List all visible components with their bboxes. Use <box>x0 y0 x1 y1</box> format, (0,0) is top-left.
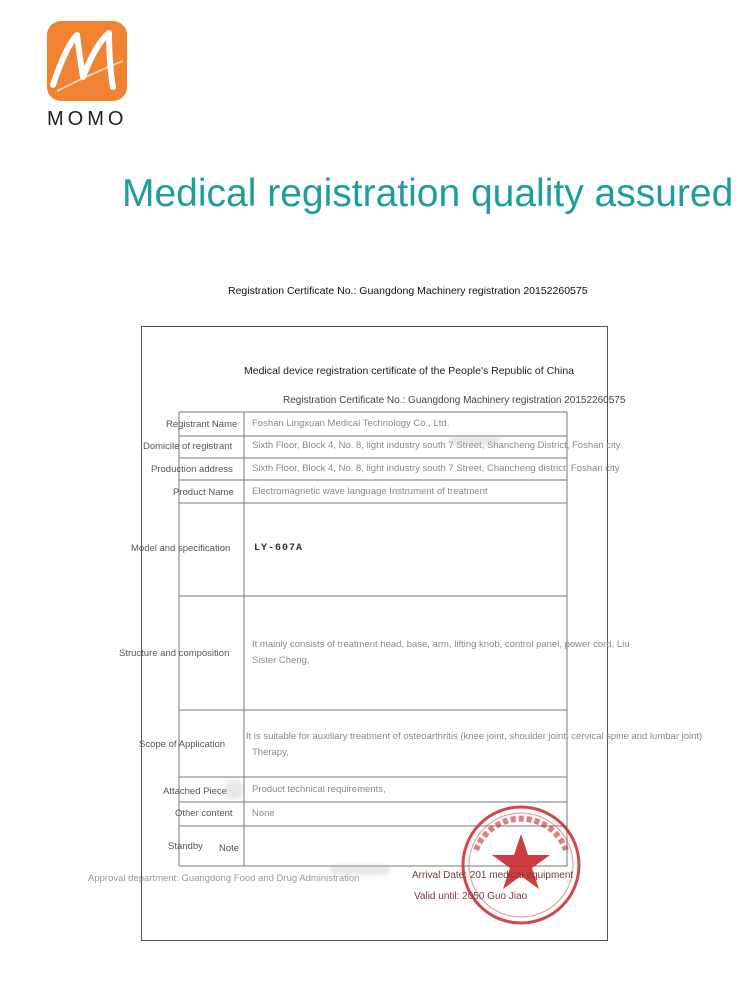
label-domicile: Domicile of registrant <box>143 441 233 452</box>
label-note: Note <box>219 843 240 854</box>
value-scope <box>246 729 750 761</box>
top-certificate-number: Registration Certificate No.: Guangdong Machinery registration 20152260575 <box>228 285 588 297</box>
arrival-date: Arrival Date: 201 medical equipment <box>412 870 574 881</box>
value-attached: Product technical requirements, <box>252 784 386 795</box>
approval-department: Approval department: Guangdong Food and Drug Administration <box>88 873 360 884</box>
label-production-address: Production address <box>151 464 233 475</box>
value-structure-line2: Sister Cheng, <box>252 655 310 666</box>
brand-name: MOMO <box>47 108 128 130</box>
label-scope: Scope of Application <box>139 739 226 750</box>
certificate-title: Medical device registration certificate of the People's Republic of China <box>244 365 575 377</box>
label-product-name: Product Name <box>173 487 234 498</box>
value-registrant-name: Foshan Lingxuan Medical Technology Co., Ltd. <box>252 418 450 429</box>
label-attached: Attached Piece <box>163 786 227 797</box>
label-registrant-name: Registrant Name <box>166 419 238 430</box>
value-structure <box>252 637 630 669</box>
value-product-name: Electromagnetic wave language Instrument of treatment <box>252 486 488 497</box>
value-structure-line1: It mainly consists of treatment head, base, arm, lifting knob, control panel, power cord, Liu <box>252 639 630 650</box>
label-structure: Structure and composition <box>119 648 230 659</box>
official-seal-icon <box>456 800 586 930</box>
ink-smudge <box>450 436 500 446</box>
valid-until: Valid until: 2050 Guo Jiao <box>414 891 528 902</box>
value-scope-line2: Therapy, <box>252 747 289 758</box>
label-model: Model and specification <box>131 543 231 554</box>
label-other-content: Other content <box>175 808 233 819</box>
value-domicile: Sixth Floor, Block 4, No. 8, light industry south 7 Street, Shancheng District, Foshan city <box>252 440 621 451</box>
value-scope-line1: It is suitable for auxiliary treatment of osteoarthritis (knee joint, shoulder joint, cervical spine and lumbar joint) <box>246 731 703 742</box>
certificate-number: Registration Certificate No.: Guangdong Machinery registration 20152260575 <box>283 395 626 406</box>
value-production-address: Sixth Floor, Block 4, No. 8, light industry south 7 Street, Chancheng district, Foshan city <box>252 463 620 474</box>
ink-smudge <box>225 781 243 799</box>
value-other-content: None <box>252 808 275 819</box>
value-model: LY-607A <box>254 543 304 554</box>
label-standby: Standby <box>168 841 203 852</box>
page-headline: Medical registration quality assured <box>122 172 734 215</box>
